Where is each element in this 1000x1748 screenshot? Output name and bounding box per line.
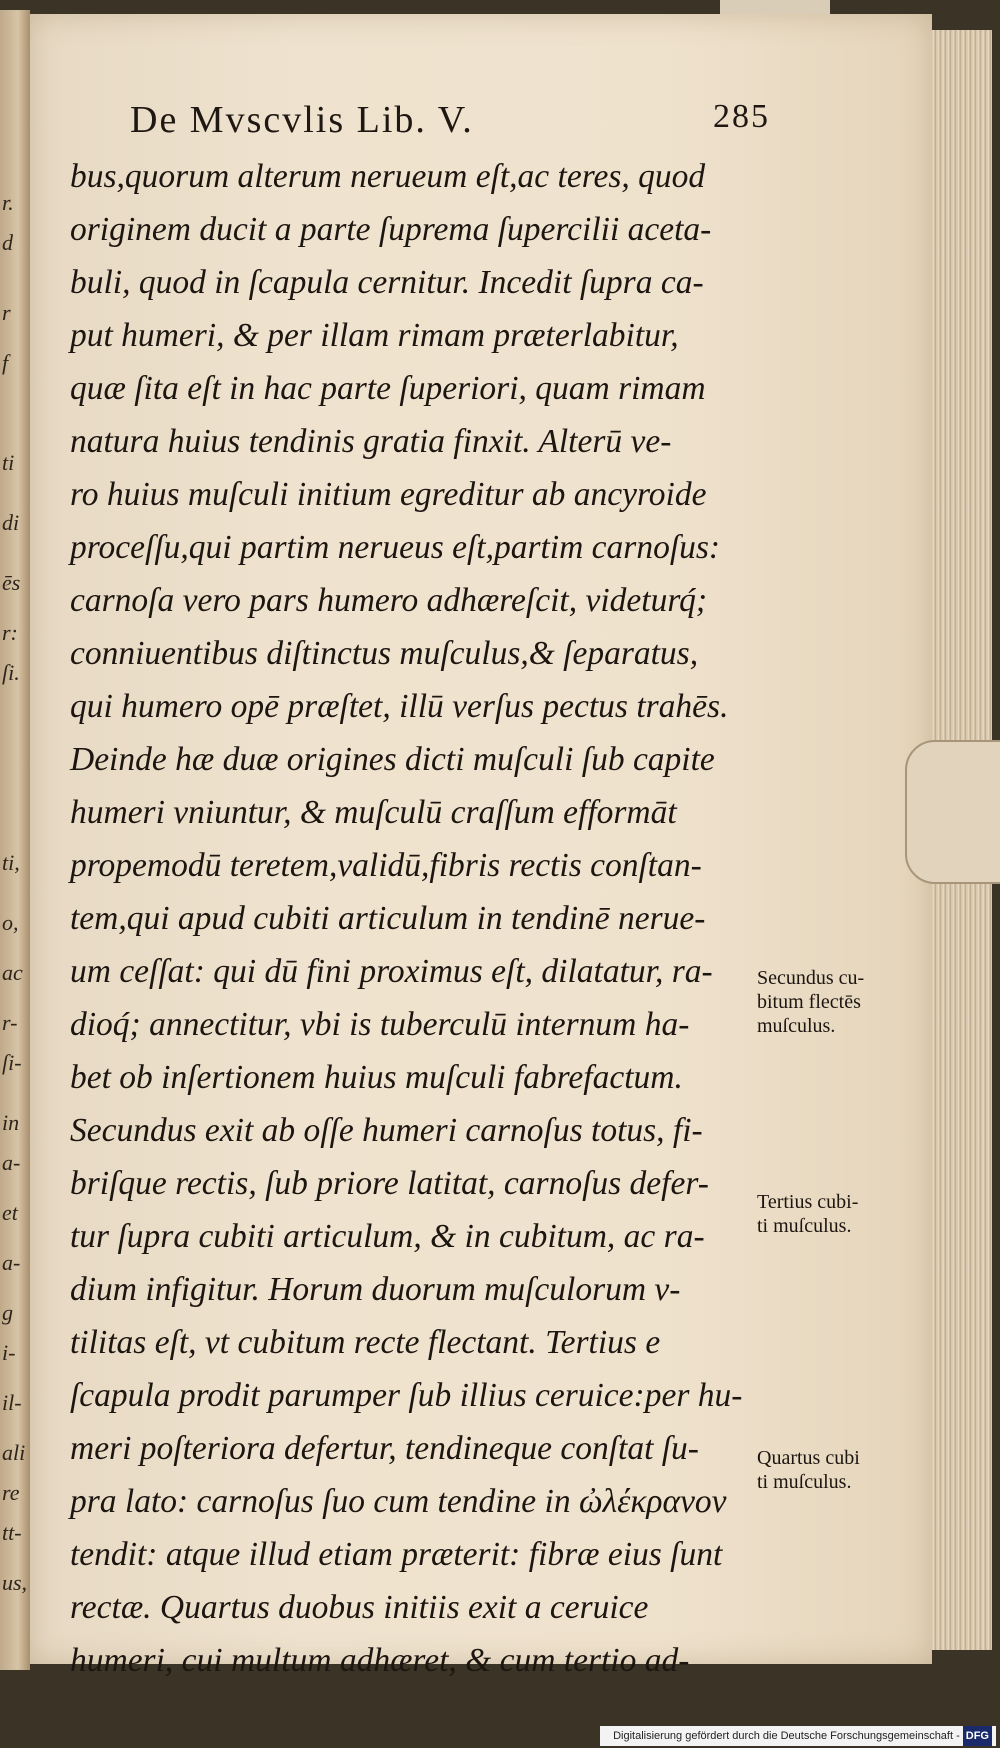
prev-page-fragment: di (2, 510, 20, 535)
text-line: rectæ. Quartus duobus initiis exit a ceruice (70, 1589, 649, 1626)
prev-page-fragment: ēs (2, 570, 21, 595)
text-line: Deinde hæ duæ origines dicti muſculi ſub capite (70, 741, 715, 778)
text-line: meri poſteriora defertur, tendineque conſtat ſu- (70, 1430, 699, 1467)
prev-page-fragment: ti (2, 450, 15, 475)
text-line: tendit: atque illud etiam præterit: fibræ eius ſunt (70, 1536, 723, 1573)
prev-page-fragment: f (2, 350, 9, 375)
text-line: pra lato: carnoſus ſuo cum tendine in ὠλέκρανον (70, 1483, 727, 1520)
prev-page-fragment: ti, (2, 850, 20, 875)
prev-page-fragment: r. (2, 190, 14, 215)
prev-page-fragment: ali (2, 1440, 26, 1465)
margin-note-quartus (757, 1446, 917, 1494)
text-line: tem,qui apud cubiti articulum in tendinē nerue- (70, 900, 706, 937)
margin-note-line: ti muſculus. (757, 1215, 852, 1237)
prev-page-fragment: in (2, 1110, 20, 1135)
margin-note-line: ti muſculus. (757, 1471, 852, 1493)
margin-note-tertius (757, 1190, 917, 1238)
prev-page-fragment: o, (2, 910, 19, 935)
text-line: buli, quod in ſcapula cernitur. Incedit ſupra ca- (70, 264, 704, 301)
prev-page-fragment: r- (2, 1010, 18, 1035)
prev-page-fragment: i- (2, 1340, 16, 1365)
text-line: humeri, cui multum adhæret, & cum tertio ad- (70, 1642, 690, 1679)
margin-note-secundus (757, 966, 917, 1038)
margin-note-line: Quartus cubi (757, 1447, 860, 1469)
margin-note-line: muſculus. (757, 1015, 836, 1037)
prev-page-fragment: r (2, 300, 11, 325)
text-line: tilitas eſt, vt cubitum recte flectant. Tertius e (70, 1324, 661, 1361)
credit-text: Digitalisierung gefördert durch die Deutsche Forschungsgemeinschaft - (613, 1730, 960, 1742)
text-line: natura huius tendinis gratia finxit. Alterū ve- (70, 423, 672, 460)
text-line: quæ ſita eſt in hac parte ſuperiori, quam rimam (70, 370, 706, 407)
margin-note-line: Secundus cu- (757, 967, 865, 989)
prev-page-fragment: r: (2, 620, 18, 645)
prev-page-fragment: g (2, 1300, 13, 1325)
text-line: ro huius muſculi initium egreditur ab ancyroide (70, 476, 707, 513)
page-number: 285 (713, 98, 770, 135)
prev-page-fragment: a- (2, 1250, 21, 1275)
text-line: Secundus exit ab oſſe humeri carnoſus totus, fi- (70, 1112, 703, 1149)
text-line: um ceſſat: qui dū fini proximus eſt, dilatatur, ra- (70, 953, 713, 990)
book-clasp (905, 740, 1000, 884)
running-header (130, 98, 770, 142)
text-line: ſcapula prodit parumper ſub illius ceruice:per hu- (70, 1377, 743, 1414)
text-line: humeri vniuntur, & muſculū craſſum efformāt (70, 794, 677, 831)
prev-page-fragment: il- (2, 1390, 22, 1415)
text-line: dioq́; annectitur, vbi is tuberculū internum ha- (70, 1006, 690, 1043)
text-line: bus,quorum alterum nerueum eſt,ac teres, quod (70, 158, 706, 195)
prev-page-fragment: a- (2, 1150, 21, 1175)
prev-page-fragment: us, (2, 1570, 28, 1595)
digitization-credit (600, 1726, 996, 1746)
text-line: proceſſu,qui partim nerueus eſt,partim carnoſus: (70, 529, 721, 566)
margin-note-line: Tertius cubi- (757, 1191, 859, 1213)
previous-page-edge (0, 10, 30, 1670)
prev-page-fragment: re (2, 1480, 20, 1505)
prev-page-fragment: ac (2, 960, 23, 985)
text-line: briſque rectis, ſub priore latitat, carnoſus defer- (70, 1165, 709, 1202)
prev-page-fragment: tt- (2, 1520, 22, 1545)
prev-page-fragment: d (2, 230, 13, 255)
text-line: bet ob inſertionem huius muſculi fabrefactum. (70, 1059, 683, 1096)
text-line: originem ducit a parte ſuprema ſupercilii aceta- (70, 211, 712, 248)
text-line: qui humero opē præſtet, illū verſus pectus trahēs. (70, 688, 729, 725)
header-title: De Mvscvlis Lib. V. (130, 99, 474, 141)
margin-note-line: bitum flectēs (757, 991, 861, 1013)
text-line: conniuentibus diſtinctus muſculus,& ſeparatus, (70, 635, 699, 672)
prev-page-fragment: ſi. (2, 660, 20, 685)
text-line: dium infigitur. Horum duorum muſculorum v- (70, 1271, 681, 1308)
text-line: put humeri, & per illam rimam præterlabitur, (70, 317, 679, 354)
prev-page-fragment: et (2, 1200, 18, 1225)
prev-page-fragment: ſi- (2, 1050, 22, 1075)
text-line: carnoſa vero pars humero adhæreſcit, videturq́; (70, 582, 708, 619)
dfg-logo: DFG (963, 1726, 992, 1746)
text-line: tur ſupra cubiti articulum, & in cubitum, ac ra- (70, 1218, 705, 1255)
body-text (70, 150, 750, 1687)
text-line: propemodū teretem,validū,fibris rectis conſtan- (70, 847, 702, 884)
